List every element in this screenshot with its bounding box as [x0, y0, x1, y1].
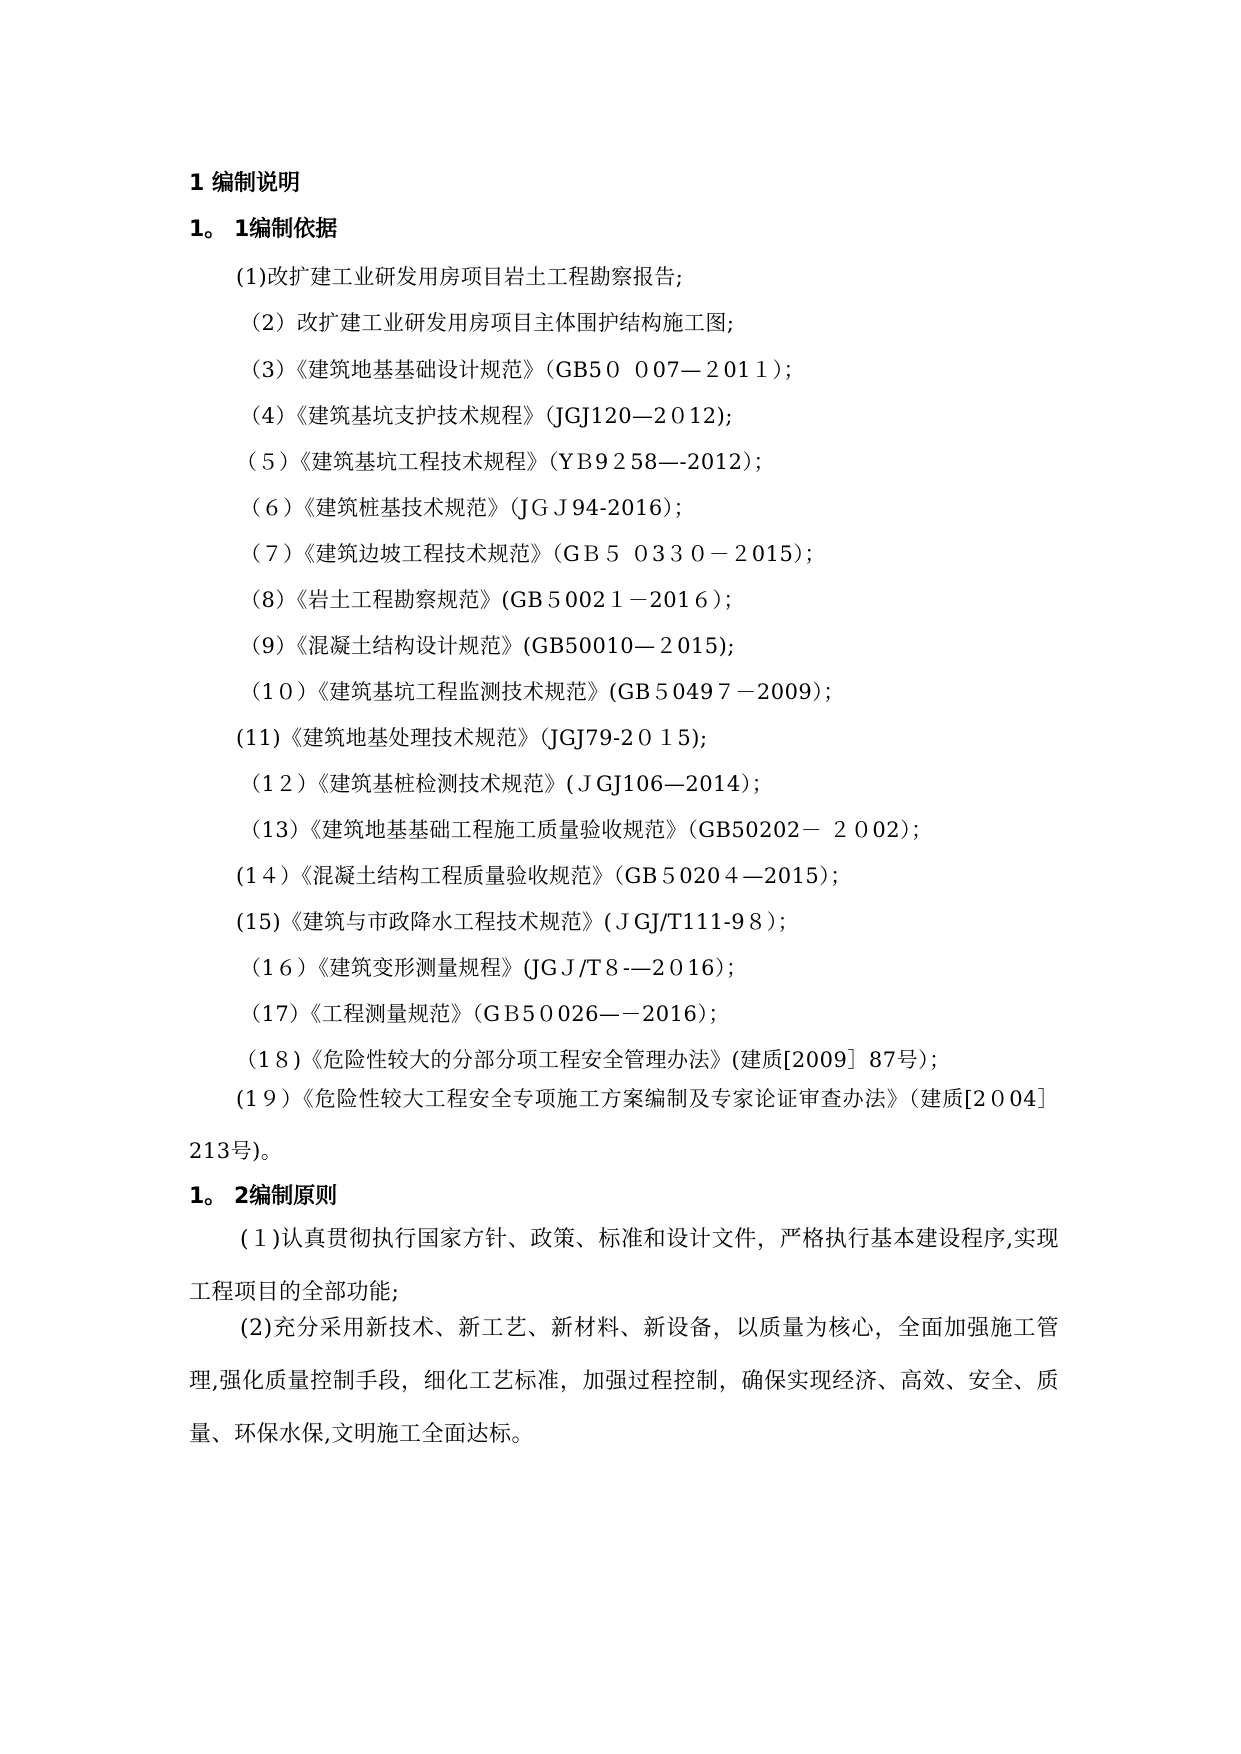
reference-item-4: （4）《建筑基坑支护技术规程》（JGJ120—2０12);: [240, 404, 733, 428]
reference-item-2: （2）改扩建工业研发用房项目主体围护结构施工图;: [240, 311, 735, 335]
reference-item-17: （17）《工程测量规范》（GＢ5０026—－2016）；: [240, 1002, 730, 1026]
reference-item-11: (11)《建筑地基处理技术规范》（JGJ79-2０１5);: [236, 726, 708, 750]
reference-item-14: (1４）《混凝土结构工程质量验收规范》（GB５020４—2015）；: [236, 864, 852, 888]
reference-item-16: （1６）《建筑变形测量规程》(JGＪ/T８-—2０16）；: [240, 956, 748, 980]
principle-paragraph-2: (2)充分采用新技术、新工艺、新材料、新设备，以质量为核心，全面加强施工管理,强化质量控制手段，细化工艺标准，加强过程控制，确保实现经济、高效、安全、质量、环保水保,文明施工全面达标。: [189, 1316, 1059, 1447]
reference-item-7: （７）《建筑边坡工程技术规范》（GＢ５ ０3３０－２015）；: [240, 542, 826, 566]
principle-paragraph-1: (１)认真贯彻执行国家方针、政策、标准和设计文件，严格执行基本建设程序,实现工程项目的全部功能;: [189, 1227, 1059, 1305]
reference-item-6: （６）《建筑桩基技术规范》（JＧＪ94-2016）；: [240, 496, 696, 520]
reference-item-15: (15)《建筑与市政降水工程技术规范》(ＪGJ/T111-9８）；: [236, 910, 800, 934]
reference-item-5: （５）《建筑基坑工程技术规程》（YＢ9２58—-2012）；: [236, 450, 775, 474]
section-1-heading: 1 编制说明: [189, 171, 300, 196]
reference-item-13: （13）《建筑地基基础工程施工质量验收规范》（GB50202－ ２０02）；: [240, 818, 933, 842]
reference-item-3: （3）《建筑地基基础设计规范》（GB5０ ０07—２01１）；: [240, 358, 806, 382]
reference-item-10: （1０）《建筑基坑工程监测技术规范》(GB５049７－2009）；: [240, 680, 845, 704]
section-1-2-heading: 1。 2编制原则: [189, 1184, 338, 1209]
reference-item-9: （9）《混凝土结构设计规范》(GB50010—２015);: [240, 634, 735, 658]
reference-item-19: (1９）《危险性较大工程安全专项施工方案编制及专家论证审查办法》（建质[2０04］ 213号)。: [189, 1087, 1059, 1163]
reference-item-8: （8）《岩土工程勘察规范》(GB５002１－201６）；: [240, 588, 745, 612]
section-1-1-heading: 1。 1编制依据: [189, 217, 338, 242]
reference-item-12: （1２）《建筑基桩检测技术规范》(ＪGJ106—2014）；: [240, 772, 774, 796]
reference-item-18: （1８)《危险性较大的分部分项工程安全管理办法》(建质[2009］87号）；: [236, 1048, 951, 1072]
reference-item-1: (1)改扩建工业研发用房项目岩土工程勘察报告;: [236, 265, 684, 289]
